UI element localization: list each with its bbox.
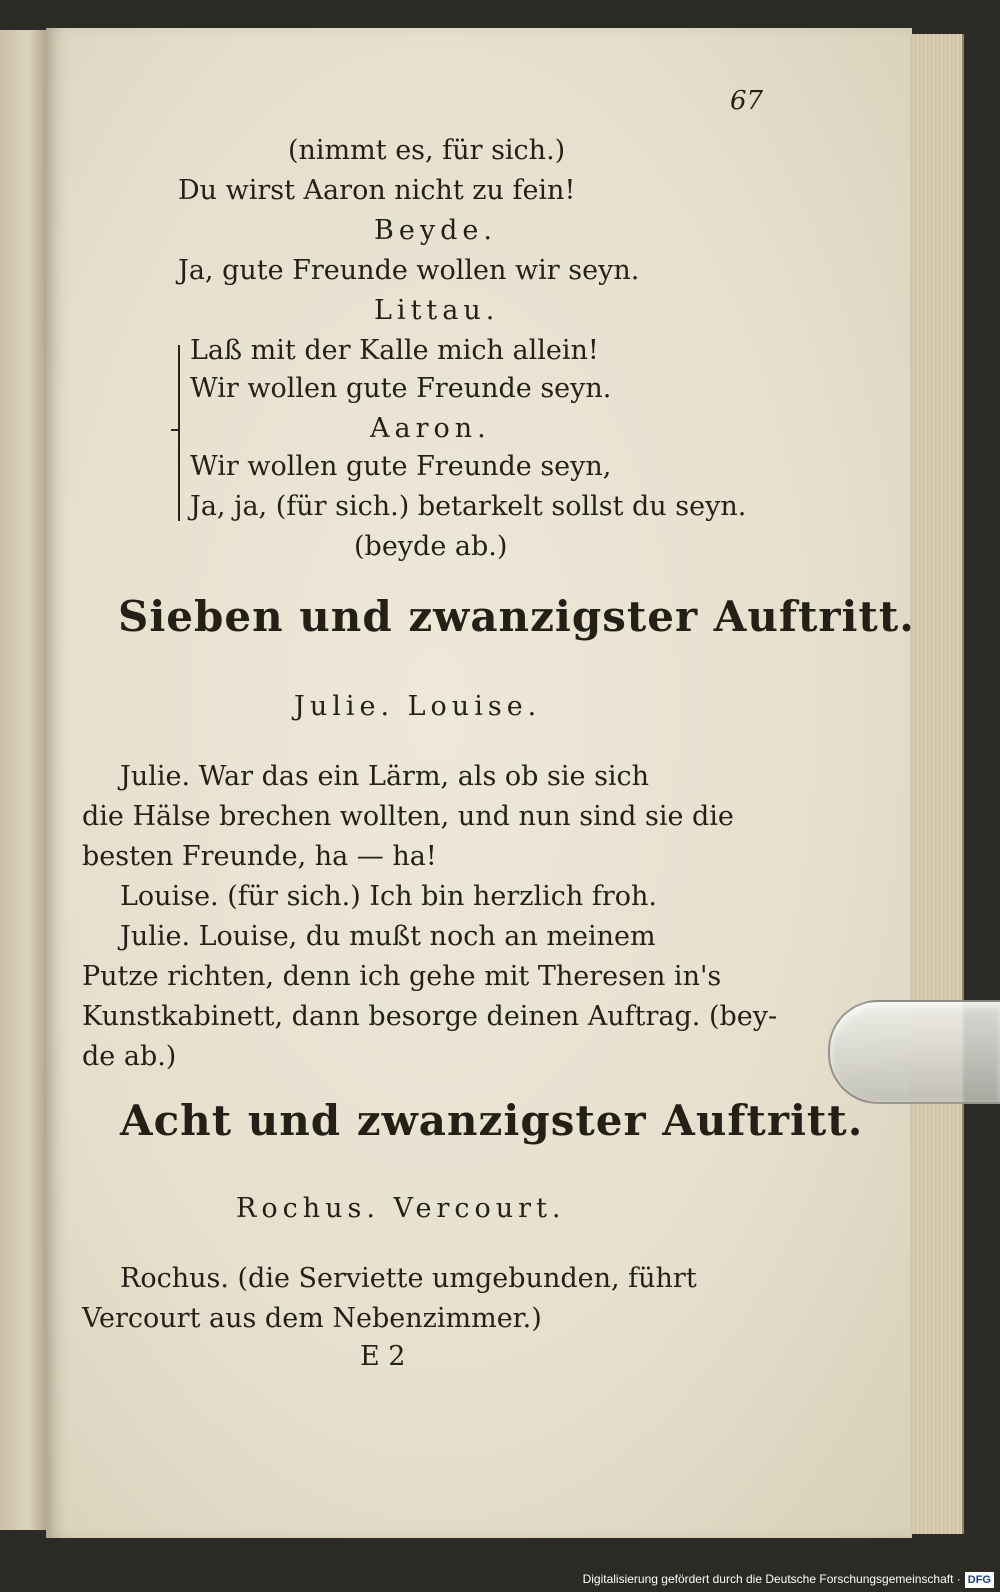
- scene-characters: Julie. Louise.: [294, 691, 542, 722]
- dialogue-line: Julie. War das ein Lärm, als ob sie sich: [120, 761, 650, 792]
- dfg-logo: DFG: [965, 1572, 994, 1588]
- dialogue-line: Rochus. (die Serviette umgebunden, führt: [120, 1263, 697, 1294]
- printer-signature: E 2: [360, 1341, 406, 1372]
- page-number: 67: [730, 86, 764, 116]
- speaker-name: Beyde.: [374, 215, 497, 246]
- dialogue-line: Julie. Louise, du mußt noch an meinem: [120, 921, 656, 952]
- scene-heading: Sieben und zwanzigster Auftritt.: [118, 592, 915, 641]
- verse-line: Wir wollen gute Freunde seyn.: [190, 373, 612, 404]
- digitization-credit: [583, 1568, 994, 1590]
- stage-direction: (nimmt es, für sich.): [288, 135, 566, 166]
- dialogue-line: Vercourt aus dem Nebenzimmer.): [82, 1303, 542, 1334]
- speaker-name: Aaron.: [370, 413, 491, 444]
- scene-characters: Rochus. Vercourt.: [236, 1193, 566, 1224]
- speaker-name: Littau.: [374, 295, 500, 326]
- credit-text: Digitalisierung gefördert durch die Deutsche Forschungsgemeinschaft ·: [582, 1572, 961, 1586]
- verse-line: Laß mit der Kalle mich allein!: [190, 335, 599, 366]
- scene-heading: Acht und zwanzigster Auftritt.: [120, 1096, 864, 1145]
- dialogue-line: besten Freunde, ha — ha!: [82, 841, 437, 872]
- dialogue-line: Putze richten, denn ich gehe mit Theresen in's: [82, 961, 722, 992]
- stage-direction: (beyde ab.): [354, 531, 508, 562]
- duet-bracket: [178, 345, 190, 521]
- verse-line: Du wirst Aaron nicht zu fein!: [178, 175, 576, 206]
- verse-line: Ja, gute Freunde wollen wir seyn.: [178, 255, 640, 286]
- dialogue-line: Kunstkabinett, dann besorge deinen Auftrag. (bey-: [82, 1001, 778, 1032]
- verse-line: Wir wollen gute Freunde seyn,: [190, 451, 612, 482]
- verse-line: Ja, ja, (für sich.) betarkelt sollst du seyn.: [190, 491, 747, 522]
- dialogue-line: die Hälse brechen wollten, und nun sind sie die: [82, 801, 734, 832]
- dialogue-line: de ab.): [82, 1041, 177, 1072]
- dialogue-line: Louise. (für sich.) Ich bin herzlich froh.: [120, 881, 657, 912]
